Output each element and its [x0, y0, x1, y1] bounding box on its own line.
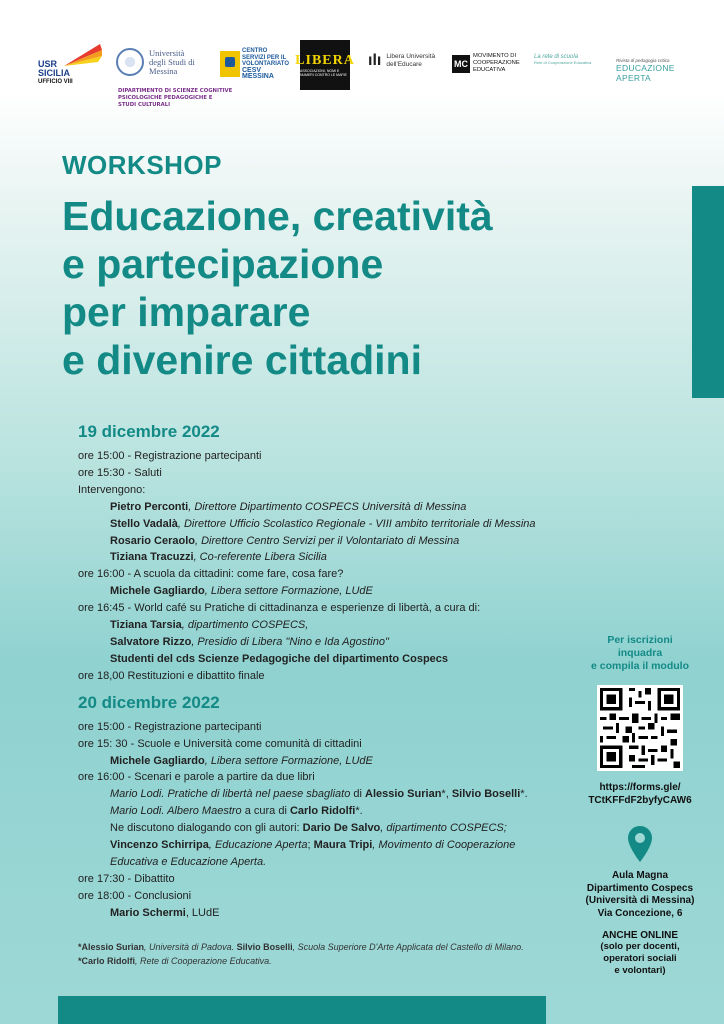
lude-mark-icon: ılı — [368, 52, 382, 69]
day1-row: ore 15:00 - Registrazione partecipanti — [78, 450, 262, 462]
venue — [584, 870, 696, 920]
speaker-name: Mario Schermi — [110, 906, 186, 919]
day1-row: ore 16:45 - World café su Pratiche di cittadinanza e esperienze di libertà, a cura di: — [78, 602, 481, 615]
mce-mark: MC — [452, 55, 470, 73]
accent-side-bar — [692, 186, 724, 398]
day1-date: 19 dicembre 2022 — [78, 422, 220, 441]
book-row — [78, 803, 578, 820]
speaker-role: , Libera settore Formazione, LUdE — [204, 585, 373, 598]
speaker-row — [78, 516, 578, 533]
usr-line3: UFFICIO VIII — [38, 79, 73, 85]
speaker-role: , LUdE — [185, 906, 220, 919]
text-fragment: *. — [520, 788, 528, 801]
venue-line1: Aula Magna — [611, 870, 669, 881]
libera-wordmark: LIBERA — [295, 53, 355, 68]
title-line-1: Educazione, creatività — [62, 193, 493, 239]
online-line3: e volontari) — [614, 965, 666, 976]
speaker-row: Studenti del cds Scienze Pedagogiche del dipartimento Cospecs — [110, 652, 449, 665]
speaker-name: Tiziana Tarsia — [110, 619, 182, 632]
footnotes — [78, 940, 524, 968]
form-link[interactable] — [584, 781, 696, 807]
day1-row: Intervengono: — [78, 483, 146, 496]
venue-line3: (Università di Messina) — [585, 895, 695, 906]
location-pin-icon — [627, 825, 653, 863]
author-name: Silvio Boselli — [451, 788, 521, 801]
day2-row: ore 15:00 - Registrazione partecipanti — [78, 720, 262, 733]
speaker-name: Rosario Ceraolo — [110, 534, 195, 547]
speaker-name: Pietro Perconti — [110, 500, 189, 513]
speaker-row — [78, 905, 578, 922]
usr-line1: USR — [38, 59, 58, 69]
cesv-line4: CESV MESSINA — [242, 66, 274, 80]
cta-line3: e compila il modulo — [590, 660, 689, 672]
libera-logo — [295, 40, 355, 90]
title-line-3: per imparare — [62, 289, 311, 335]
venue-line2: Dipartimento Cospecs — [586, 882, 694, 894]
footnote-name: Silvio Boselli — [236, 942, 293, 952]
speaker-name: Maura Tripi — [313, 839, 373, 852]
usr-line2: SICILIA — [38, 68, 71, 78]
mce-line2: COOPERAZIONE — [473, 60, 520, 66]
online-audience — [584, 941, 696, 977]
day1-row: ore 18,00 Restituzioni e dibattito finale — [78, 669, 265, 682]
day2-row: ore 18:00 - Conclusioni — [78, 889, 192, 902]
qr-code-icon — [600, 688, 680, 768]
speaker-name: Stello Vadalà — [110, 517, 178, 530]
speaker-row — [78, 634, 578, 651]
venue-line4: Via Concezione, 6 — [597, 907, 683, 919]
speaker-row — [78, 499, 578, 516]
registration-panel — [584, 634, 696, 977]
speaker-role: , Direttore Centro Servizi per il Volontariato di Messina — [194, 534, 460, 547]
cta-line2: inquadra — [617, 647, 663, 659]
cesv-line1: CENTRO — [242, 48, 268, 54]
speaker-row — [78, 583, 578, 600]
speaker-row — [78, 549, 578, 566]
speaker-name: Michele Gagliardo — [110, 585, 205, 598]
online-label: ANCHE ONLINE — [601, 930, 679, 941]
spacer — [78, 685, 578, 693]
speaker-role: , Movimento di Cooperazione — [372, 839, 516, 852]
cesv-line3: VOLONTARIATO — [242, 61, 289, 67]
speaker-role: , Educazione Aperta — [208, 839, 308, 852]
ea-line2: EDUCAZIONE APERTA — [616, 63, 675, 83]
book-title: Mario Lodi. Albero Maestro — [110, 805, 242, 818]
speaker-name: Salvatore Rizzo — [110, 635, 192, 648]
rce-line2: Rete di Cooperazione Educativa — [534, 60, 592, 65]
unime-line2: degli Studi di — [149, 56, 195, 67]
partner-logos — [38, 38, 698, 118]
footnote-2 — [78, 954, 524, 968]
text-fragment: di — [350, 788, 365, 801]
registration-cta — [584, 634, 696, 673]
discussion-row — [78, 837, 578, 854]
text-fragment: Ne discutono dialogando con gli autori: — [110, 822, 303, 835]
speaker-row — [78, 533, 578, 550]
lude-line2: dell'Educare — [386, 61, 422, 68]
footnote-name: *Alessio Surian — [78, 942, 145, 952]
usr-sicilia-logo — [38, 42, 104, 86]
unime-seal-icon — [116, 48, 144, 76]
speaker-name: Dario De Salvo — [302, 822, 381, 835]
cesv-logo — [220, 48, 292, 81]
title-line-2: e partecipazione — [62, 241, 384, 287]
mce-line3: EDUCATIVA — [473, 67, 506, 73]
page-title — [62, 192, 662, 384]
speaker-role: , dipartimento COSPECS; — [380, 822, 507, 835]
speaker-role: , dipartimento COSPECS, — [181, 619, 309, 632]
cta-line1: Per iscrizioni — [607, 634, 673, 646]
workshop-label: WORKSHOP — [62, 150, 222, 180]
text-fragment: ; — [307, 839, 314, 852]
speaker-role: , Libera settore Formazione, LUdE — [204, 754, 373, 767]
lude-line1: Libera Università — [386, 53, 436, 60]
speaker-row — [78, 617, 578, 634]
footnote-name: *Carlo Ridolfi — [78, 956, 136, 966]
day2-row: ore 15: 30 - Scuole e Università come comunità di cittadini — [78, 737, 362, 750]
dept-line2: PSICOLOGICHE PEDAGOGICHE E — [118, 95, 213, 101]
dept-line3: STUDI CULTURALI — [118, 102, 171, 108]
day2-date: 20 dicembre 2022 — [78, 692, 220, 712]
qr-code[interactable] — [597, 685, 683, 771]
day2-row: ore 16:00 - Scenari e parole a partire da due libri — [78, 771, 315, 784]
speaker-name: Tiziana Tracuzzi — [110, 551, 194, 564]
discussion-row: Educativa e Educazione Aperta. — [110, 855, 267, 868]
cesv-line2: SERVIZI PER IL — [242, 54, 287, 61]
text-fragment: *, — [441, 788, 452, 801]
footnote-1 — [78, 940, 524, 954]
speaker-name: Vincenzo Schirripa — [110, 839, 209, 852]
book-row — [78, 786, 578, 803]
title-line-4: e divenire cittadini — [62, 337, 422, 383]
form-link-line2[interactable]: TCtKFFdF2byfyCAW6 — [588, 795, 692, 806]
cesv-mark-icon — [220, 51, 240, 77]
speaker-role: , Presidio di Libera "Nino e Ida Agostino" — [191, 635, 389, 648]
day1-row: ore 16:00 - A scuola da cittadini: come fare, cosa fare? — [78, 568, 344, 581]
online-line2: operatori sociali — [603, 953, 677, 964]
libera-tagline: ASSOCIAZIONI, NOMI E NUMERI CONTRO LE MAFIE — [300, 69, 347, 77]
day1-row: ore 15:30 - Saluti — [78, 466, 162, 479]
ea-line1: Rivista di pedagogia critica — [616, 58, 670, 63]
text-fragment: *. — [355, 805, 363, 818]
footnote-text: , Scuola Superiore D'Arte Applicata del Castello di Milano. — [292, 942, 524, 952]
day2-row: ore 17:30 - Dibattito — [78, 872, 175, 885]
dept-line1: DIPARTIMENTO DI SCIENZE COGNITIVE — [118, 88, 233, 94]
author-name: Alessio Surian — [365, 788, 442, 801]
mce-logo — [452, 53, 536, 74]
form-link-line1[interactable]: https://forms.gle/ — [599, 782, 681, 793]
footnote-text: , Rete di Cooperazione Educativa. — [135, 956, 272, 966]
unime-line1: Università — [149, 47, 185, 58]
author-name: Carlo Ridolfi — [289, 805, 356, 818]
book-title: Mario Lodi. Pratiche di libertà nel paese sbagliato — [110, 788, 351, 801]
lude-logo — [368, 52, 448, 70]
speaker-role: , Co-referente Libera Sicilia — [193, 551, 327, 564]
rce-line1: La rete di scuola — [534, 54, 579, 60]
educazione-aperta-logo — [616, 58, 698, 83]
speaker-row — [78, 753, 578, 770]
speaker-role: , Direttore Dipartimento COSPECS Università di Messina — [188, 500, 467, 513]
text-fragment: a cura di — [241, 805, 290, 818]
discussion-row — [78, 820, 578, 837]
speaker-role: , Direttore Ufficio Scolastico Regionale - VIII ambito territoriale di Messina — [177, 517, 536, 530]
unime-logo — [116, 48, 226, 76]
mce-line1: MOVIMENTO DI — [473, 53, 517, 59]
online-line1: (solo per docenti, — [600, 941, 680, 952]
speaker-name: Michele Gagliardo — [110, 754, 205, 767]
footnote-text: , Università di Padova. — [144, 942, 237, 952]
program — [78, 422, 578, 922]
department-label — [118, 88, 238, 109]
rce-logo — [534, 54, 602, 65]
accent-bottom-bar — [58, 996, 546, 1024]
unime-line3: Messina — [149, 65, 178, 76]
